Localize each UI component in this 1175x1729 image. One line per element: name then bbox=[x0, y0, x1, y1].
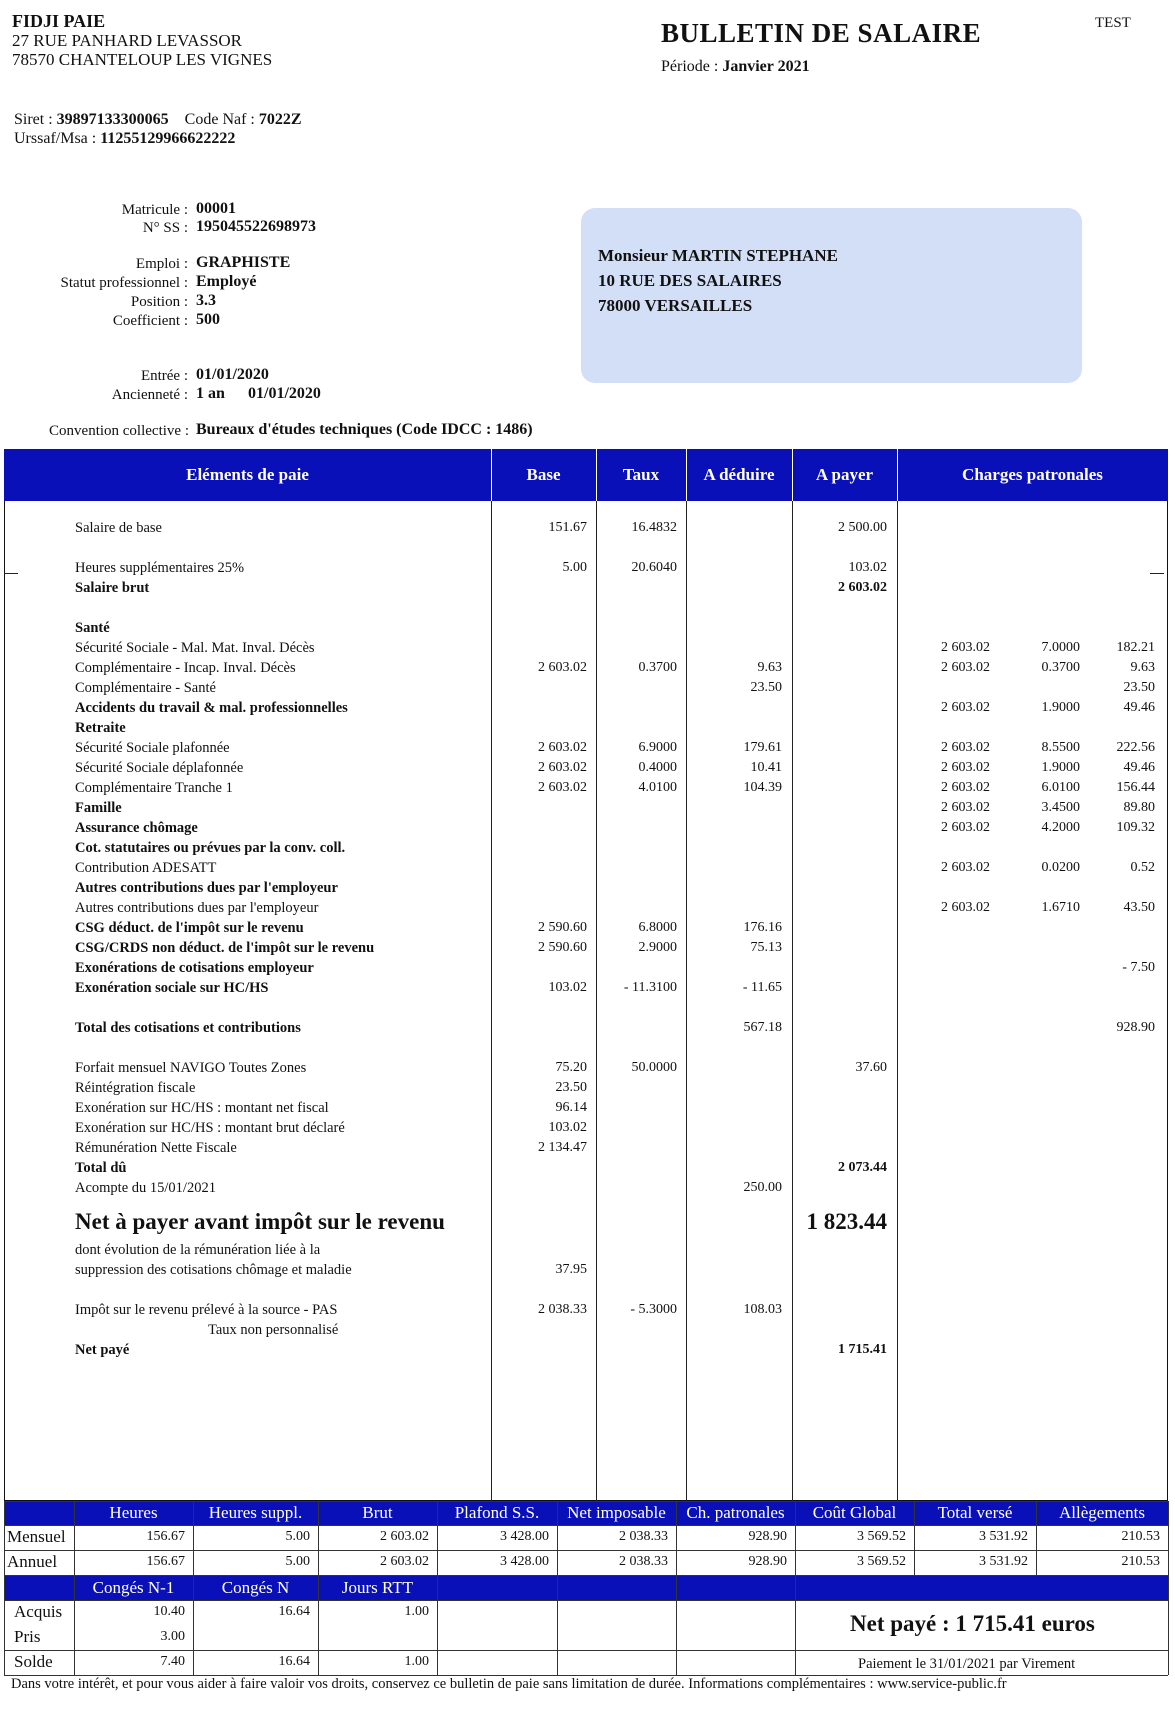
line-base: 5.00 bbox=[562, 560, 587, 575]
coef-value: 500 bbox=[196, 311, 220, 328]
conges-cell: 3.00 bbox=[160, 1629, 185, 1644]
naf-label: Code Naf : bbox=[184, 111, 255, 128]
line-base: 75.20 bbox=[555, 1060, 587, 1075]
grid-line bbox=[1168, 1575, 1169, 1675]
line-taux: 6.8000 bbox=[638, 920, 677, 935]
grid-line bbox=[193, 1575, 194, 1675]
grid-line bbox=[4, 1575, 5, 1675]
grid-line bbox=[74, 1501, 75, 1575]
summary-header: Heures suppl. bbox=[208, 1503, 303, 1522]
line-deduire: 10.41 bbox=[750, 760, 782, 775]
line-base: 2 603.02 bbox=[538, 760, 587, 775]
line-taux: 50.0000 bbox=[631, 1060, 677, 1075]
line-label: Cot. statutaires ou prévues par la conv. coll. bbox=[75, 840, 346, 856]
emploi-label: Emploi : bbox=[135, 256, 188, 272]
summary-cell: 2 603.02 bbox=[380, 1529, 429, 1544]
emploi-value: GRAPHISTE bbox=[196, 254, 291, 271]
line-taux: 20.6040 bbox=[631, 560, 677, 575]
line-label: Réintégration fiscale bbox=[75, 1080, 196, 1096]
summary-cell: 156.67 bbox=[146, 1554, 185, 1569]
conges-cell: 10.40 bbox=[153, 1604, 185, 1619]
line-deduire: - 11.65 bbox=[742, 980, 782, 995]
line-pmont: 156.44 bbox=[1116, 780, 1155, 795]
summary-cell: 3 531.92 bbox=[979, 1554, 1028, 1569]
line-ptaux: 8.5500 bbox=[1041, 740, 1080, 755]
line-pbase: 2 603.02 bbox=[941, 780, 990, 795]
line-label: Autres contributions dues par l'employeur bbox=[75, 880, 338, 896]
line-pmont: 9.63 bbox=[1130, 660, 1155, 675]
urssaf-value: 11255129966622222 bbox=[100, 130, 236, 147]
line-pmont: 49.46 bbox=[1123, 700, 1155, 715]
line-pmont: 89.80 bbox=[1123, 800, 1155, 815]
column-divider bbox=[897, 449, 898, 1501]
column-divider bbox=[686, 449, 687, 1501]
period-label: Période : bbox=[661, 58, 719, 75]
summary-cell: 3 428.00 bbox=[500, 1529, 549, 1544]
line-taux: 6.9000 bbox=[638, 740, 677, 755]
grid-line bbox=[1168, 1501, 1169, 1575]
line-deduire: 9.63 bbox=[757, 660, 782, 675]
line-label: suppression des cotisations chômage et maladie bbox=[75, 1262, 352, 1278]
conges-cell: 1.00 bbox=[404, 1654, 429, 1669]
line-deduire: 179.61 bbox=[743, 740, 782, 755]
line-taux: 2.9000 bbox=[638, 940, 677, 955]
column-divider bbox=[792, 449, 793, 1501]
line-ptaux: 4.2000 bbox=[1041, 820, 1080, 835]
header-col-2: Taux bbox=[622, 465, 660, 484]
line-label: Sécurité Sociale plafonnée bbox=[75, 740, 230, 756]
convention-value: Bureaux d'études techniques (Code IDCC : 1486) bbox=[196, 421, 533, 438]
line-taux: 0.3700 bbox=[638, 660, 677, 675]
grid-line bbox=[676, 1501, 677, 1575]
line-label: Exonérations de cotisations employeur bbox=[75, 960, 314, 976]
summary-header: Total versé bbox=[937, 1503, 1013, 1522]
ss-label: N° SS : bbox=[142, 220, 188, 236]
coef-label: Coefficient : bbox=[112, 313, 188, 329]
line-pmont: 222.56 bbox=[1116, 740, 1155, 755]
line-label: Rémunération Nette Fiscale bbox=[75, 1140, 237, 1156]
header-divider bbox=[897, 449, 898, 501]
line-pmont: 182.21 bbox=[1116, 640, 1155, 655]
line-taux: 0.4000 bbox=[638, 760, 677, 775]
line-label: Salaire brut bbox=[75, 580, 150, 596]
line-label: Complémentaire - Santé bbox=[75, 680, 216, 696]
line-taux: 16.4832 bbox=[631, 520, 677, 535]
line-label: CSG déduct. de l'impôt sur le revenu bbox=[75, 920, 304, 936]
summary-cell: 2 038.33 bbox=[619, 1554, 668, 1569]
line-deduire: 23.50 bbox=[750, 680, 782, 695]
company-address-1: 27 RUE PANHARD LEVASSOR bbox=[12, 31, 243, 50]
summary-header: Net imposable bbox=[567, 1503, 666, 1522]
grid-line bbox=[193, 1501, 194, 1575]
footer-note: Dans votre intérêt, et pour vous aider à faire valoir vos droits, conservez ce bulletin de paie sans limitation de durée. Informations complémentaires : www.service-public.fr bbox=[11, 1676, 1007, 1692]
line-taux: - 11.3100 bbox=[623, 980, 677, 995]
grid-line bbox=[437, 1501, 438, 1575]
conges-row-label: Pris bbox=[14, 1627, 41, 1646]
grid-line bbox=[4, 1575, 1168, 1576]
grid-line bbox=[318, 1501, 319, 1575]
grid-line bbox=[1036, 1501, 1037, 1575]
siret-value: 39897133300065 bbox=[56, 111, 169, 128]
summary-header: Ch. patronales bbox=[686, 1503, 785, 1522]
test-tag: TEST bbox=[1095, 15, 1131, 31]
summary-cell: 928.90 bbox=[748, 1554, 787, 1569]
position-value: 3.3 bbox=[196, 292, 216, 309]
line-payer: 2 073.44 bbox=[838, 1160, 887, 1175]
line-label: Sécurité Sociale - Mal. Mat. Inval. Décès bbox=[75, 640, 315, 656]
line-base: 2 038.33 bbox=[538, 1302, 587, 1317]
company-name: FIDJI PAIE bbox=[12, 11, 106, 31]
line-ptaux: 7.0000 bbox=[1041, 640, 1080, 655]
summary-header: Heures bbox=[109, 1503, 158, 1522]
line-deduire: 250.00 bbox=[743, 1180, 782, 1195]
conges-header: Congés N bbox=[221, 1578, 290, 1597]
recipient-address-box bbox=[581, 208, 1082, 383]
header-col-4: A payer bbox=[815, 465, 874, 484]
summary-cell: 5.00 bbox=[285, 1554, 310, 1569]
line-pmont: 109.32 bbox=[1116, 820, 1155, 835]
anciennete-value: 1 an bbox=[196, 385, 225, 402]
line-base: 37.95 bbox=[555, 1262, 587, 1277]
line-pbase: 2 603.02 bbox=[941, 900, 990, 915]
urssaf-label: Urssaf/Msa : bbox=[14, 130, 97, 147]
statut-label: Statut professionnel : bbox=[60, 275, 188, 291]
grid-line bbox=[4, 1600, 1168, 1601]
urssaf-line bbox=[14, 130, 235, 148]
payslip-table-header bbox=[4, 449, 1168, 501]
column-divider bbox=[491, 449, 492, 1501]
grid-line bbox=[676, 1575, 677, 1675]
line-label: Net payé bbox=[75, 1342, 130, 1358]
line-deduire: 104.39 bbox=[743, 780, 782, 795]
line-ptaux: 0.3700 bbox=[1041, 660, 1080, 675]
line-pbase: 2 603.02 bbox=[941, 820, 990, 835]
summary-header: Allègements bbox=[1059, 1503, 1145, 1522]
matricule-label: Matricule : bbox=[121, 202, 188, 218]
line-base: 96.14 bbox=[555, 1100, 587, 1115]
grid-line bbox=[4, 1650, 1168, 1651]
line-label: Heures supplémentaires 25% bbox=[75, 560, 245, 576]
line-base: 103.02 bbox=[548, 980, 587, 995]
summary-header: Coût Global bbox=[812, 1503, 897, 1522]
conges-cell: 16.64 bbox=[278, 1654, 310, 1669]
line-taux: - 5.3000 bbox=[630, 1302, 677, 1317]
line-pbase: 2 603.02 bbox=[941, 640, 990, 655]
line-label: Forfait mensuel NAVIGO Toutes Zones bbox=[75, 1060, 307, 1076]
summary-row-label: Mensuel bbox=[7, 1527, 66, 1546]
line-base: 151.67 bbox=[548, 520, 587, 535]
line-label: Santé bbox=[75, 620, 110, 636]
summary-cell: 156.67 bbox=[146, 1529, 185, 1544]
header-divider bbox=[596, 449, 597, 501]
line-deduire: 75.13 bbox=[750, 940, 782, 955]
line-base: 2 603.02 bbox=[538, 780, 587, 795]
period-value: Janvier 2021 bbox=[722, 58, 810, 75]
line-label: Autres contributions dues par l'employeur bbox=[75, 900, 319, 916]
line-label: Assurance chômage bbox=[75, 820, 198, 836]
line-label: Contribution ADESATT bbox=[75, 860, 217, 876]
convention-label: Convention collective : bbox=[49, 423, 189, 439]
line-pbase: 2 603.02 bbox=[941, 700, 990, 715]
line-taux: 4.0100 bbox=[638, 780, 677, 795]
grid-line bbox=[795, 1501, 796, 1575]
payment-info: Paiement le 31/01/2021 par Virement bbox=[858, 1656, 1076, 1672]
line-payer: 1 823.44 bbox=[806, 1209, 887, 1234]
summary-cell: 2 038.33 bbox=[619, 1529, 668, 1544]
line-label: Impôt sur le revenu prélevé à la source - PAS bbox=[75, 1302, 338, 1318]
grid-line bbox=[914, 1501, 915, 1575]
header-col-0: Eléments de paie bbox=[186, 465, 309, 484]
grid-line bbox=[437, 1575, 438, 1675]
grid-line bbox=[4, 1525, 1168, 1526]
line-label: Exonération sociale sur HC/HS bbox=[75, 980, 269, 996]
line-base: 2 134.47 bbox=[538, 1140, 587, 1155]
grid-line bbox=[318, 1575, 319, 1675]
grid-line bbox=[795, 1575, 796, 1675]
anciennete-label: Ancienneté : bbox=[111, 387, 188, 403]
line-label: Sécurité Sociale déplafonnée bbox=[75, 760, 244, 776]
line-base: 2 603.02 bbox=[538, 740, 587, 755]
line-label: Famille bbox=[75, 800, 122, 816]
header-divider bbox=[491, 449, 492, 501]
entree-label: Entrée : bbox=[140, 368, 188, 384]
line-payer: 37.60 bbox=[855, 1060, 887, 1075]
line-pmont: 43.50 bbox=[1123, 900, 1155, 915]
summary-cell: 3 428.00 bbox=[500, 1554, 549, 1569]
position-label: Position : bbox=[130, 294, 188, 310]
conges-header: Congés N-1 bbox=[92, 1578, 175, 1597]
conges-header: Jours RTT bbox=[341, 1578, 414, 1597]
line-payer: 1 715.41 bbox=[838, 1342, 887, 1357]
grid-line bbox=[4, 1501, 5, 1575]
siret-label: Siret : bbox=[14, 111, 53, 128]
line-pmont: - 7.50 bbox=[1122, 960, 1155, 975]
summary-cell: 210.53 bbox=[1121, 1554, 1160, 1569]
tick-mark-right bbox=[1150, 573, 1164, 574]
line-pbase: 2 603.02 bbox=[941, 800, 990, 815]
line-label: Taux non personnalisé bbox=[208, 1322, 339, 1338]
conges-row-label: Solde bbox=[14, 1652, 53, 1671]
company-block bbox=[12, 12, 272, 69]
line-pbase: 2 603.02 bbox=[941, 860, 990, 875]
line-label: Complémentaire Tranche 1 bbox=[75, 780, 233, 796]
line-pbase: 2 603.02 bbox=[941, 740, 990, 755]
grid-line bbox=[4, 1550, 1168, 1551]
line-ptaux: 6.0100 bbox=[1041, 780, 1080, 795]
line-label: Net à payer avant impôt sur le revenu bbox=[75, 1209, 445, 1234]
summary-cell: 5.00 bbox=[285, 1529, 310, 1544]
net-paye-final: Net payé : 1 715.41 euros bbox=[850, 1611, 1095, 1636]
summary-cell: 3 569.52 bbox=[857, 1529, 906, 1544]
anciennete-date: 01/01/2020 bbox=[248, 385, 321, 402]
summary-row-label: Annuel bbox=[7, 1552, 58, 1571]
line-label: Salaire de base bbox=[75, 520, 162, 536]
ss-value: 195045522698973 bbox=[196, 218, 316, 235]
line-label: Complémentaire - Incap. Inval. Décès bbox=[75, 660, 296, 676]
line-pmont: 0.52 bbox=[1130, 860, 1155, 875]
line-ptaux: 1.9000 bbox=[1041, 700, 1080, 715]
summary-cell: 3 531.92 bbox=[979, 1529, 1028, 1544]
line-payer: 103.02 bbox=[848, 560, 887, 575]
conges-row-label: Acquis bbox=[14, 1602, 63, 1621]
line-pbase: 2 603.02 bbox=[941, 760, 990, 775]
naf-value: 7022Z bbox=[258, 111, 302, 128]
summary-header: Plafond S.S. bbox=[454, 1503, 540, 1522]
line-ptaux: 1.6710 bbox=[1041, 900, 1080, 915]
line-deduire: 567.18 bbox=[743, 1020, 782, 1035]
summary-cell: 2 603.02 bbox=[380, 1554, 429, 1569]
line-label: Exonération sur HC/HS : montant net fiscal bbox=[75, 1100, 329, 1116]
line-label: Total des cotisations et contributions bbox=[75, 1020, 301, 1036]
statut-value: Employé bbox=[196, 273, 257, 290]
summary-cell: 928.90 bbox=[748, 1529, 787, 1544]
recipient-city: 78000 VERSAILLES bbox=[598, 296, 753, 315]
conges-cell: 16.64 bbox=[278, 1604, 310, 1619]
siret-line bbox=[14, 111, 302, 129]
line-payer: 2 500.00 bbox=[838, 520, 887, 535]
line-label: CSG/CRDS non déduct. de l'impôt sur le revenu bbox=[75, 940, 375, 956]
line-label: Exonération sur HC/HS : montant brut déclaré bbox=[75, 1120, 345, 1136]
entree-value: 01/01/2020 bbox=[196, 366, 269, 383]
grid-line bbox=[4, 1501, 1168, 1502]
line-ptaux: 3.4500 bbox=[1041, 800, 1080, 815]
grid-line bbox=[557, 1575, 558, 1675]
line-base: 23.50 bbox=[555, 1080, 587, 1095]
recipient-street: 10 RUE DES SALAIRES bbox=[598, 271, 782, 290]
line-label: Total dû bbox=[75, 1160, 127, 1176]
line-label: dont évolution de la rémunération liée à la bbox=[75, 1242, 321, 1258]
header-divider bbox=[792, 449, 793, 501]
line-ptaux: 0.0200 bbox=[1041, 860, 1080, 875]
summary-cell: 210.53 bbox=[1121, 1529, 1160, 1544]
header-divider bbox=[686, 449, 687, 501]
company-address-2: 78570 CHANTELOUP LES VIGNES bbox=[12, 50, 273, 69]
summary-header: Brut bbox=[362, 1503, 393, 1522]
conges-cell: 1.00 bbox=[404, 1604, 429, 1619]
line-deduire: 108.03 bbox=[743, 1302, 782, 1317]
line-base: 2 603.02 bbox=[538, 660, 587, 675]
line-label: Accidents du travail & mal. professionnelles bbox=[75, 700, 348, 716]
recipient-name: Monsieur MARTIN STEPHANE bbox=[598, 246, 838, 265]
line-base: 103.02 bbox=[548, 1120, 587, 1135]
line-label: Acompte du 15/01/2021 bbox=[75, 1180, 216, 1196]
summary-cell: 3 569.52 bbox=[857, 1554, 906, 1569]
line-deduire: 176.16 bbox=[743, 920, 782, 935]
header-col-1: Base bbox=[526, 465, 561, 484]
line-pmont: 49.46 bbox=[1123, 760, 1155, 775]
line-pmont: 928.90 bbox=[1116, 1020, 1155, 1035]
line-payer: 2 603.02 bbox=[838, 580, 887, 595]
line-label: Retraite bbox=[75, 720, 126, 736]
document-title: BULLETIN DE SALAIRE bbox=[661, 18, 982, 48]
line-ptaux: 1.9000 bbox=[1041, 760, 1080, 775]
header-col-3: A déduire bbox=[703, 465, 775, 484]
period-line bbox=[661, 58, 810, 76]
column-divider bbox=[596, 449, 597, 1501]
line-base: 2 590.60 bbox=[538, 940, 587, 955]
line-pbase: 2 603.02 bbox=[941, 660, 990, 675]
grid-line bbox=[557, 1501, 558, 1575]
conges-cell: 7.40 bbox=[160, 1654, 185, 1669]
matricule-value: 00001 bbox=[196, 200, 236, 217]
grid-line bbox=[74, 1575, 75, 1675]
tick-mark-left bbox=[4, 573, 18, 574]
line-base: 2 590.60 bbox=[538, 920, 587, 935]
line-pmont: 23.50 bbox=[1123, 680, 1155, 695]
header-col-5: Charges patronales bbox=[962, 465, 1103, 484]
